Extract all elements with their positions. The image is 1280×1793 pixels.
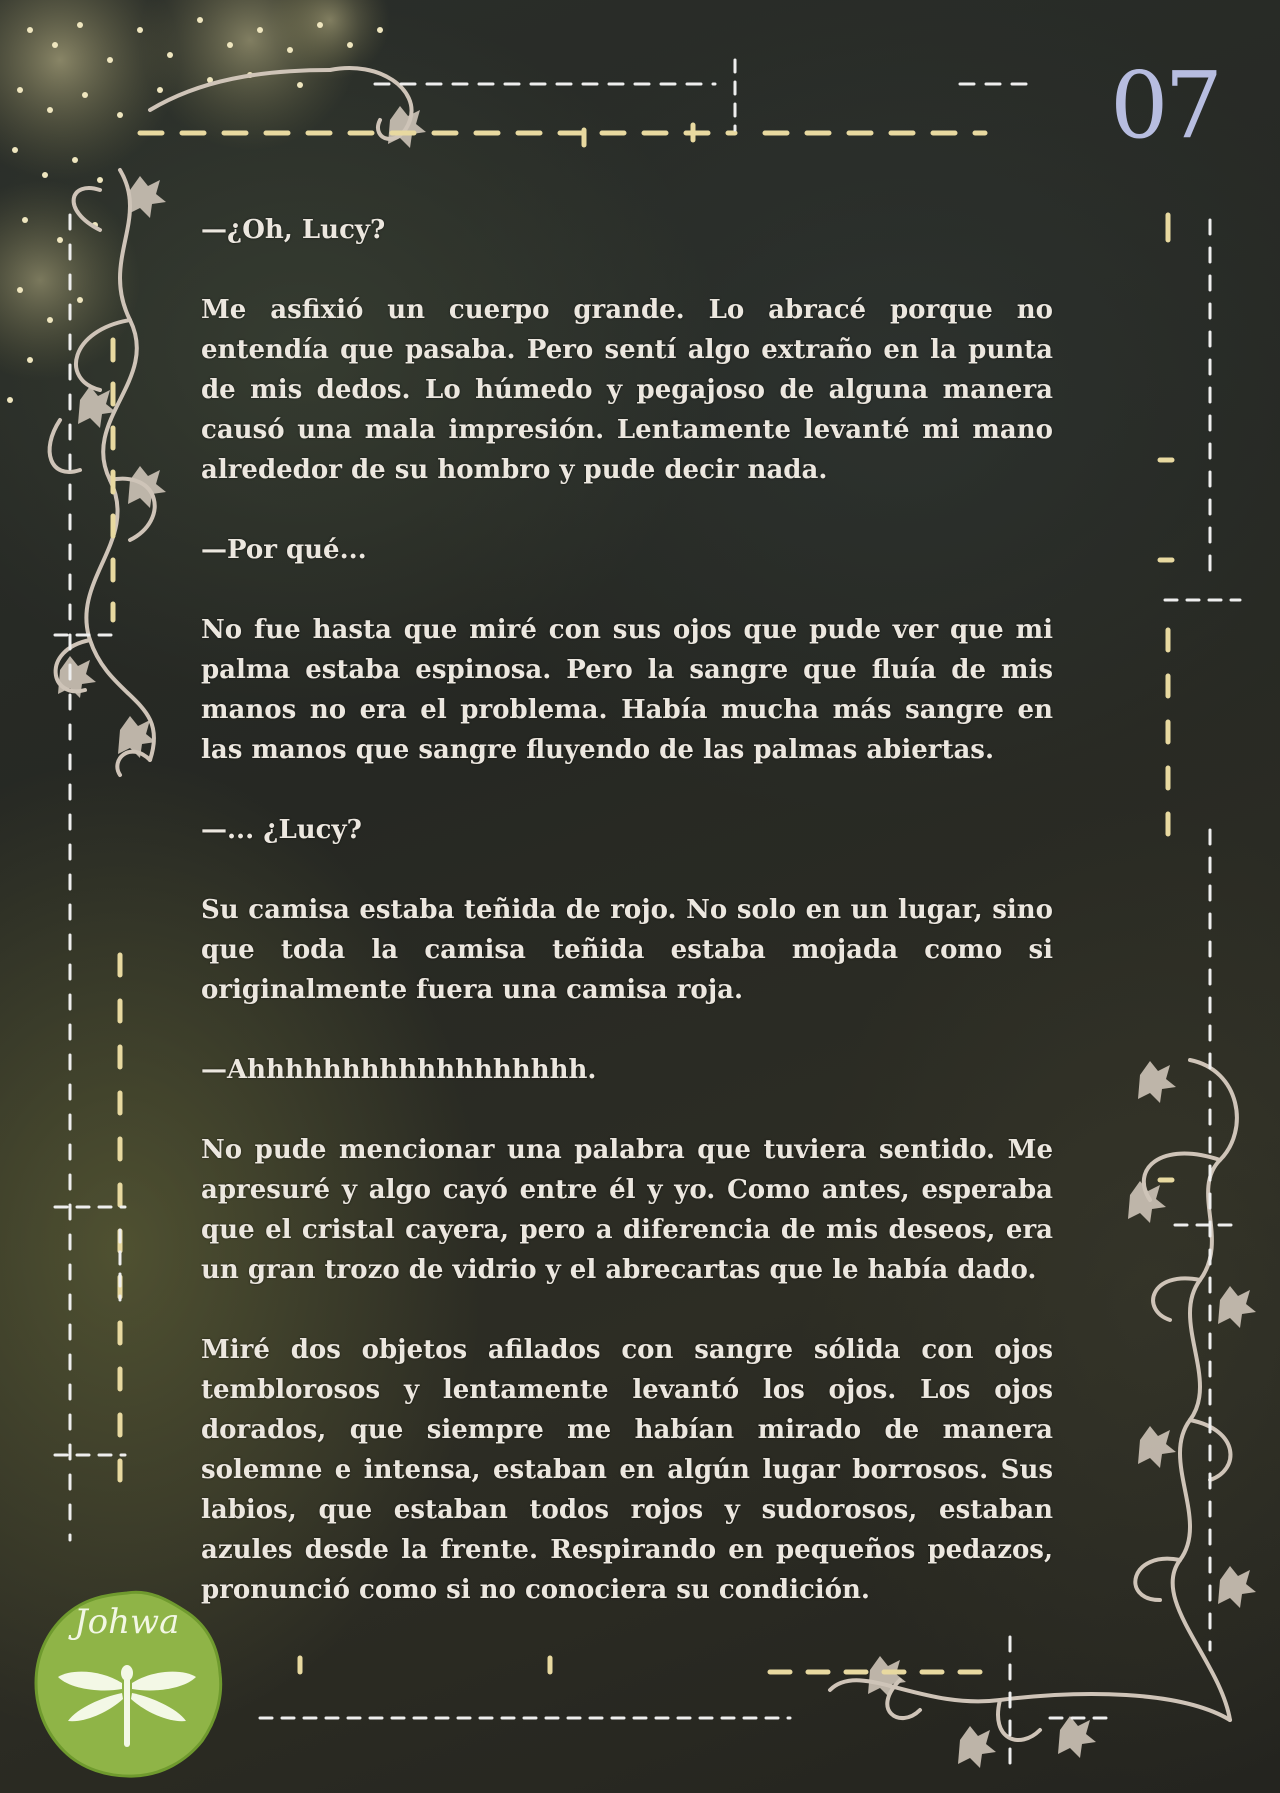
paragraph-dialog: —... ¿Lucy? bbox=[201, 815, 362, 845]
watermark-text: Johwa bbox=[74, 1602, 180, 1642]
paragraph-dialog: —Ahhhhhhhhhhhhhhhhhh. bbox=[201, 1055, 597, 1085]
paragraph: No fue hasta que miré con sus ojos que pude ver que mi palma estaba espinosa. Pero la sangre que fluía de mis manos no era el problema. Había mucha más sangre en las manos que sangre fluyendo de las palmas abiertas. bbox=[201, 615, 1053, 765]
story-text bbox=[201, 210, 1053, 1650]
paragraph: Su camisa estaba teñida de rojo. No solo en un lugar, sino que toda la camisa teñida estaba mojada como si originalmente fuera una camisa roja. bbox=[201, 895, 1053, 1005]
paragraph-dialog: —¿Oh, Lucy? bbox=[201, 215, 386, 245]
page-number: 07 bbox=[1110, 52, 1220, 159]
paragraph: No pude mencionar una palabra que tuviera sentido. Me apresuré y algo cayó entre él y yo. Como antes, esperaba que el cristal cayera, pero a diferencia de mis deseos, era un gran trozo de vidrio y el abrecartas que le había dado. bbox=[201, 1135, 1053, 1285]
paragraph: Miré dos objetos afilados con sangre sólida con ojos temblorosos y lentamente levantó los ojos. Los ojos dorados, que siempre me habían mirado de manera solemne e intensa, estaban en algún lugar borrosos. Sus labios, que estaban todos rojos y sudorosos, estaban azules desde la frente. Respirando en pequeños pedazos, pronunció como si no conociera su condición. bbox=[201, 1335, 1053, 1605]
paragraph: Me asfixió un cuerpo grande. Lo abracé porque no entendía que pasaba. Pero sentí algo extraño en la punta de mis dedos. Lo húmedo y pegajoso de alguna manera causó una mala impresión. Lentamente levanté mi mano alrededor de su hombro y pude decir nada. bbox=[201, 295, 1053, 485]
paragraph-dialog: —Por qué... bbox=[201, 535, 367, 565]
